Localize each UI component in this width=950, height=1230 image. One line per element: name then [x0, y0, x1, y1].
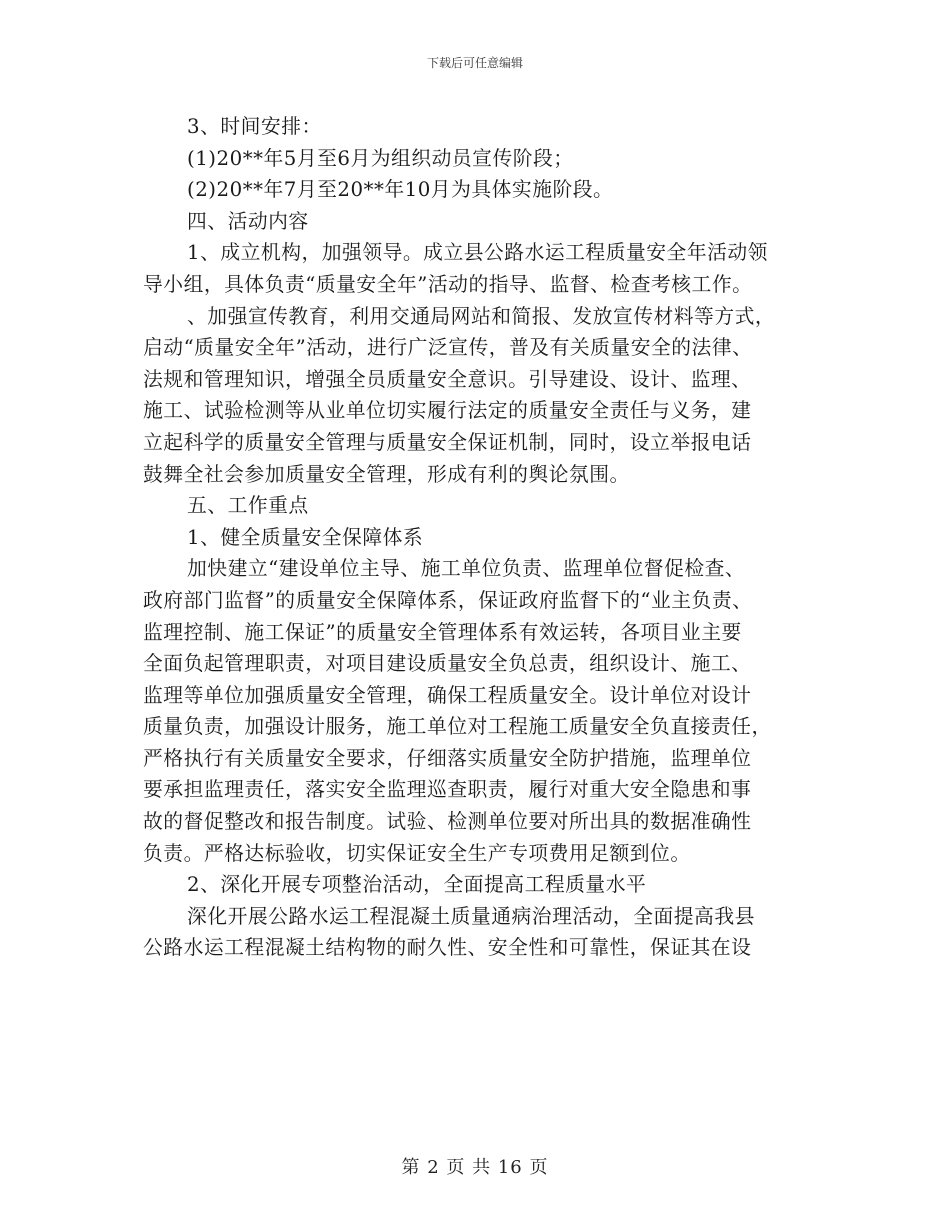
text-line: 1、健全质量安全保障体系	[187, 525, 424, 549]
text-line: 3、时间安排：	[187, 115, 322, 138]
text-line: 要承担监理责任，落实安全监理巡查职责，履行对重大安全隐患和事	[143, 778, 752, 802]
document-body	[143, 111, 803, 964]
text-line: 五、工作重点	[187, 494, 309, 518]
text-line: 加快建立“建设单位主导、施工单位负责、监理单位督促检查、	[187, 557, 746, 581]
text-line: 2、深化开展专项整治活动，全面提高工程质量水平	[187, 873, 647, 897]
text-line: 法规和管理知识，增强全员质量安全意识。引导建设、设计、监理、	[143, 367, 752, 391]
text-line: 严格执行有关质量安全要求，仔细落实质量安全防护措施，监理单位	[143, 746, 752, 770]
text-line: 四、活动内容	[187, 209, 309, 233]
text-line: 监理控制、施工保证”的质量安全管理体系有效运转，各项目业主要	[143, 620, 742, 644]
text-line: 深化开展公路水运工程混凝土质量通病治理活动，全面提高我县	[187, 904, 755, 928]
text-line: (1)20**年5月至6月为组织动员宣传阶段；	[187, 146, 574, 170]
text-line: 故的督促整改和报告制度。试验、检测单位要对所出具的数据准确性	[143, 810, 752, 834]
text-line: (2)20**年7月至20**年10月为具体实施阶段。	[187, 178, 614, 202]
text-line: 监理等单位加强质量安全管理，确保工程质量安全。设计单位对设计	[143, 683, 752, 707]
text-line: 质量负责，加强设计服务，施工单位对工程施工质量安全负直接责任，	[143, 715, 772, 739]
page-number-footer: 第 2 页 共 16 页	[401, 1157, 549, 1178]
text-line: 负责。严格达标验收，切实保证安全生产专项费用足额到位。	[143, 841, 691, 865]
text-line: 启动“质量安全年”活动，进行广泛宣传，普及有关质量安全的法律、	[143, 336, 753, 360]
text-line: 全面负起管理职责，对项目建设质量安全负总责，组织设计、施工、	[143, 652, 752, 676]
text-line: 鼓舞全社会参加质量安全管理，形成有利的舆论氛围。	[143, 462, 630, 486]
text-line: 政府部门监督”的质量安全保障体系，保证政府监督下的“业主负责、	[143, 588, 753, 612]
text-line: 施工、试验检测等从业单位切实履行法定的质量安全责任与义务，建	[143, 399, 752, 423]
text-line: 导小组，具体负责“质量安全年”活动的指导、监督、检查考核工作。	[143, 272, 753, 296]
text-line: 公路水运工程混凝土结构物的耐久性、安全性和可靠性，保证其在设	[143, 936, 752, 960]
text-line: 、加强宣传教育，利用交通局网站和简报、发放宣传材料等方式，	[187, 304, 776, 328]
text-line: 1、成立机构，加强领导。成立县公路水运工程质量安全年活动领	[187, 241, 768, 265]
text-line: 立起科学的质量安全管理与质量安全保证机制，同时，设立举报电话	[143, 430, 752, 454]
header-note: 下载后可任意编辑	[426, 56, 523, 70]
